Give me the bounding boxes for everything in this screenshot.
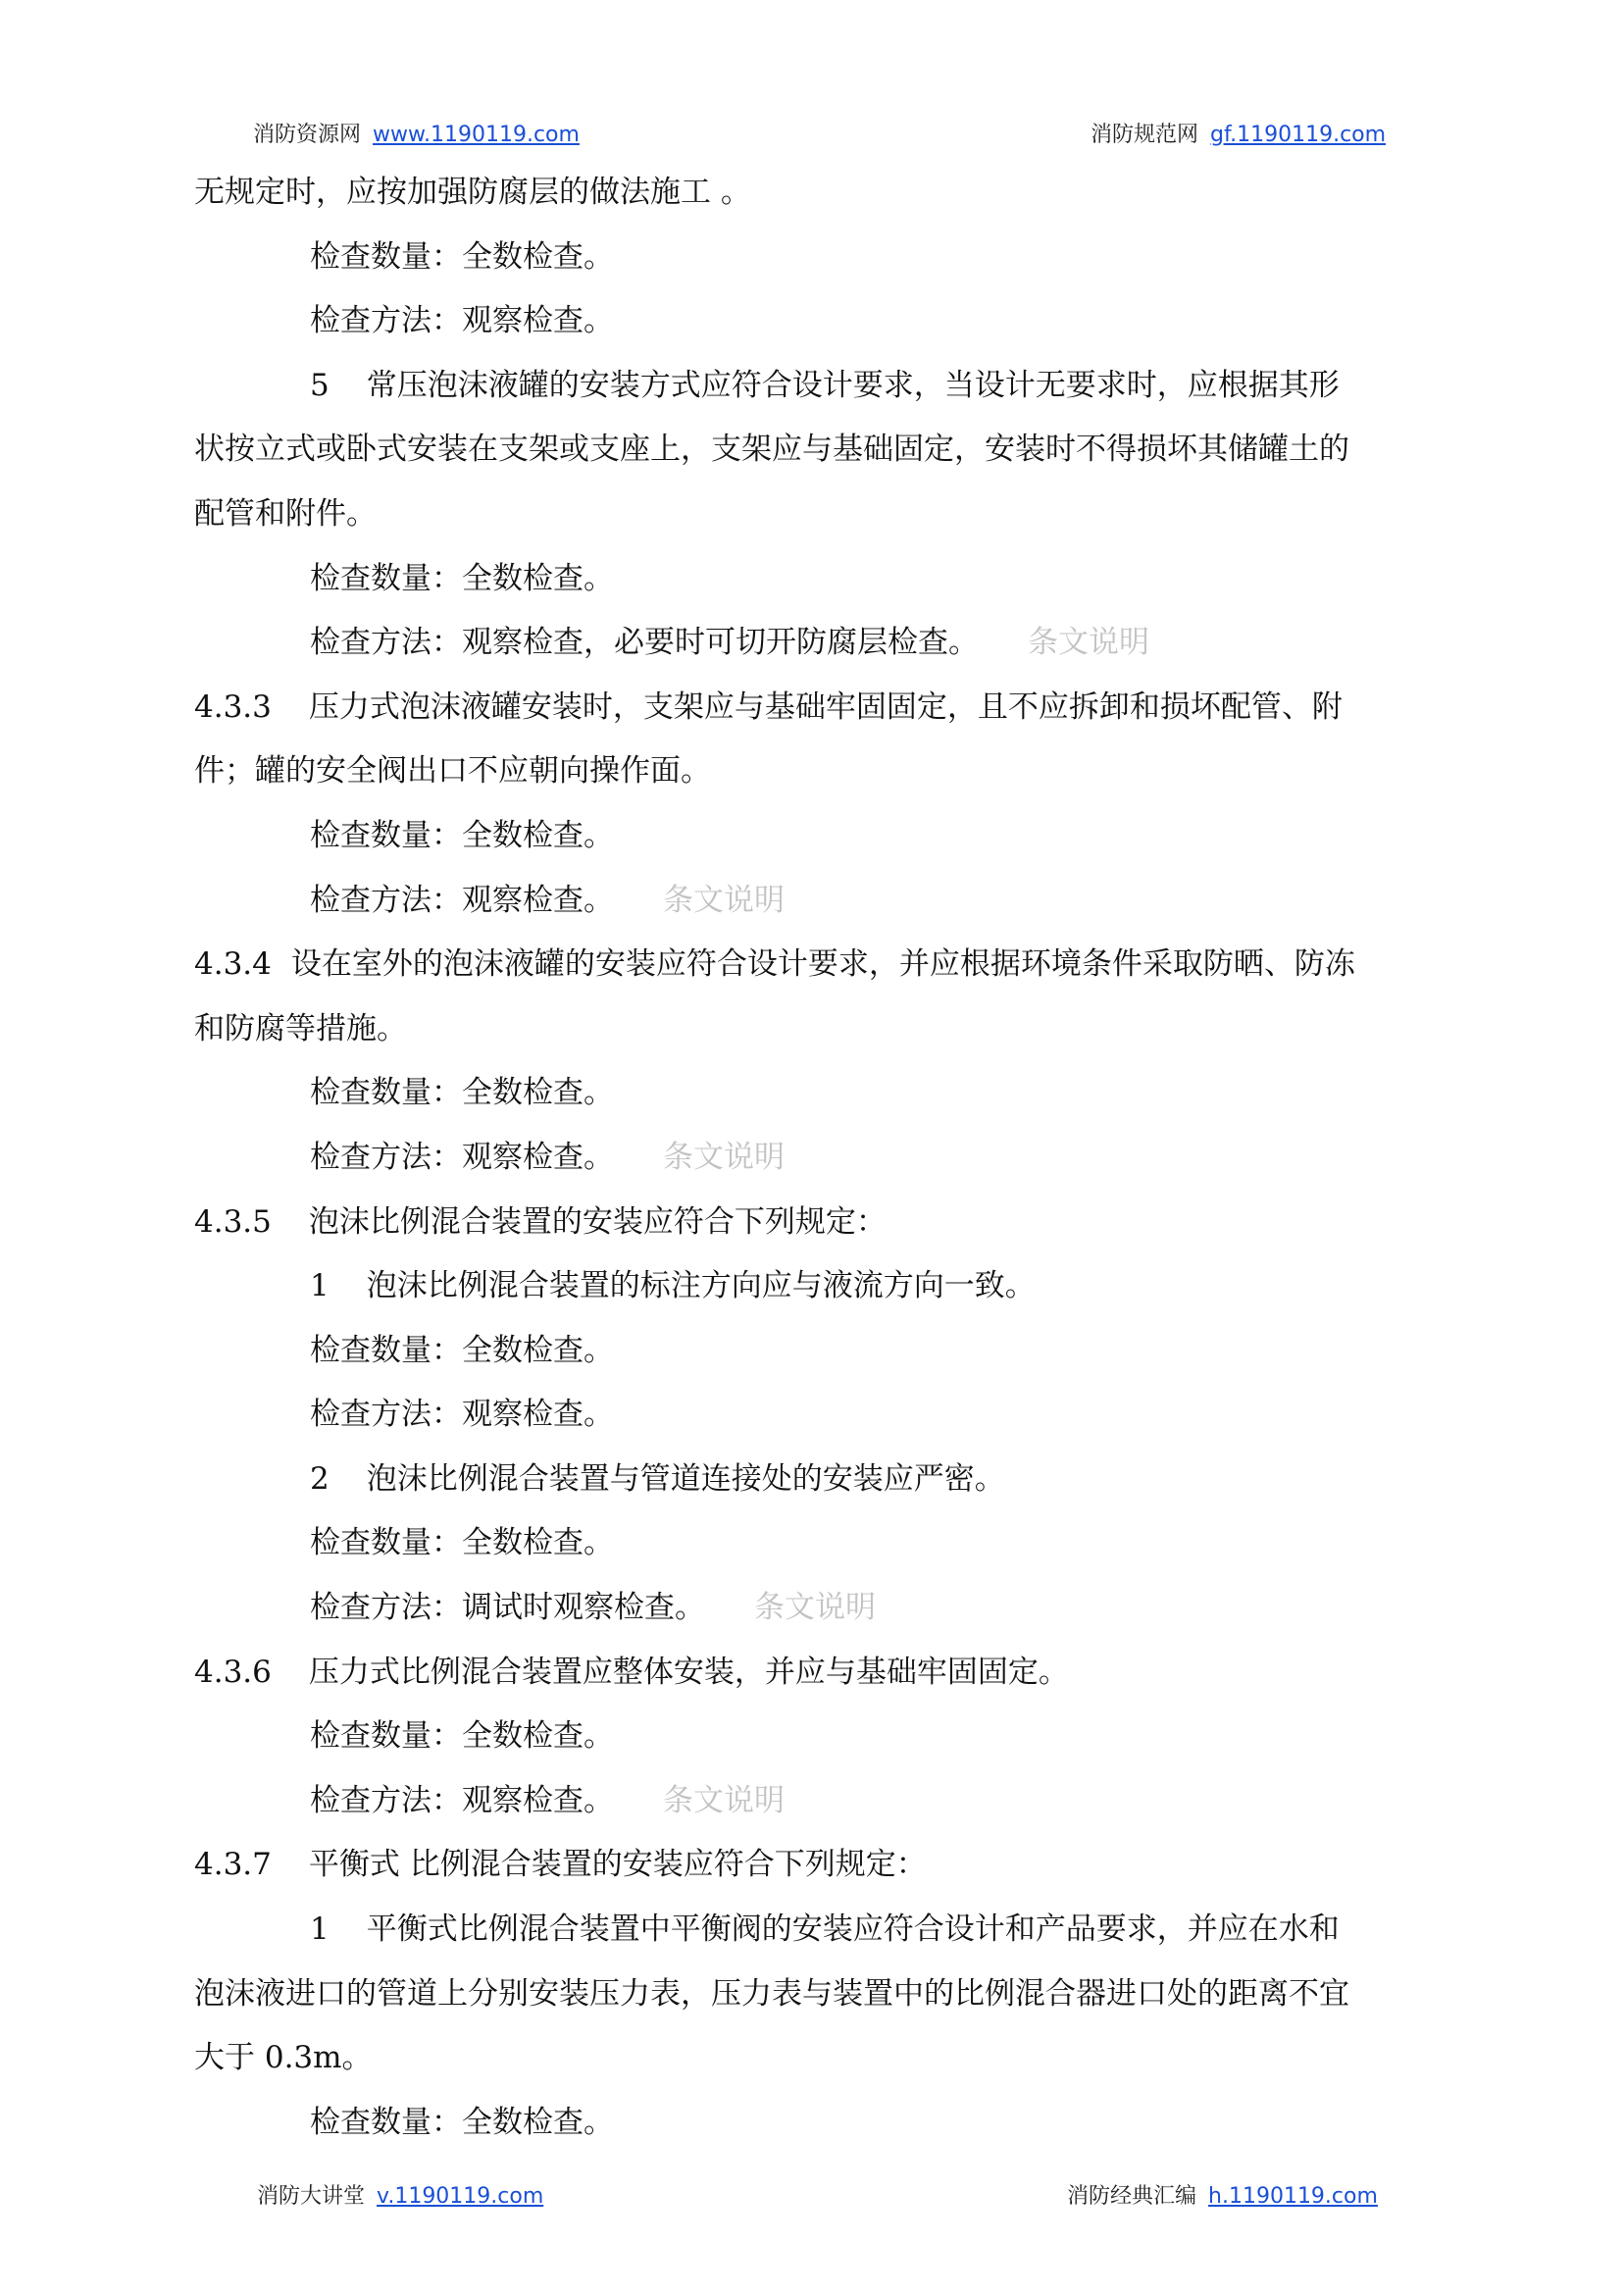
- header-left-label: 消防资源网: [253, 123, 362, 147]
- text-line: 大于 0.3m。: [194, 2040, 373, 2076]
- text-line: 泡沫液进口的管道上分别安装压力表，压力表与装置中的比例混合器进口处的距离不宜: [194, 1975, 1349, 2012]
- clause-explanation-link[interactable]: 条文说明: [1028, 625, 1149, 661]
- clause-explanation-link[interactable]: 条文说明: [754, 1590, 876, 1626]
- text-line: 和防腐等措施。: [194, 1010, 407, 1046]
- clause-4-3-6: 4.3.6 压力式比例混合装置应整体安装，并应与基础牢固固定。: [194, 1654, 1069, 1690]
- check-quantity: 检查数量：全数检查。: [310, 2104, 614, 2140]
- list-item: 5 常压泡沫液罐的安装方式应符合设计要求，当设计无要求时，应根据其形: [310, 367, 1340, 403]
- check-quantity: 检查数量：全数检查。: [310, 1332, 614, 1368]
- text-line: 状按立式或卧式安装在支架或支座上，支架应与基础固定，安装时不得损坏其储罐土的: [194, 432, 1349, 468]
- clause-4-3-3: 4.3.3 压力式泡沫液罐安装时，支架应与基础牢固固定，且不应拆卸和损坏配管、附: [194, 688, 1343, 725]
- check-quantity: 检查数量：全数检查。: [310, 1718, 614, 1755]
- clause-explanation-link[interactable]: 条文说明: [663, 1782, 785, 1818]
- check-method: 检查方法：调试时观察检查。 条文说明: [310, 1590, 876, 1626]
- clause-4-3-5: 4.3.5 泡沫比例混合装置的安装应符合下列规定：: [194, 1203, 887, 1240]
- check-quantity: 检查数量：全数检查。: [310, 1075, 614, 1111]
- header-right: [1091, 118, 1386, 148]
- document-body: [194, 161, 1438, 2155]
- check-method: 检查方法：观察检查，必要时可切开防腐层检查。 条文说明: [310, 625, 1149, 661]
- header-right-label: 消防规范网: [1091, 123, 1199, 147]
- list-item: 1 平衡式比例混合装置中平衡阀的安装应符合设计和产品要求，并应在水和: [310, 1912, 1340, 1948]
- footer-left: [257, 2179, 543, 2210]
- check-quantity: 检查数量：全数检查。: [310, 238, 614, 275]
- text-line: 无规定时，应按加强防腐层的做法施工 。: [194, 175, 751, 210]
- page-footer: [0, 2179, 1624, 2218]
- check-method: 检查方法：观察检查。: [310, 303, 614, 339]
- page-header: [0, 118, 1624, 157]
- list-item: 1 泡沫比例混合装置的标注方向应与液流方向一致。: [310, 1268, 1036, 1304]
- text-line: 件；罐的安全阀出口不应朝向操作面。: [194, 753, 711, 790]
- check-quantity: 检查数量：全数检查。: [310, 560, 614, 596]
- check-quantity: 检查数量：全数检查。: [310, 817, 614, 853]
- text-line: 配管和附件。: [194, 495, 377, 532]
- check-method: 检查方法：观察检查。 条文说明: [310, 882, 785, 918]
- footer-right-label: 消防经典汇编: [1067, 2184, 1197, 2209]
- clause-explanation-link[interactable]: 条文说明: [663, 1139, 785, 1175]
- list-item: 2 泡沫比例混合装置与管道连接处的安装应严密。: [310, 1460, 1005, 1497]
- footer-left-label: 消防大讲堂: [257, 2184, 366, 2209]
- clause-4-3-4: 4.3.4 设在室外的泡沫液罐的安装应符合设计要求，并应根据环境条件采取防晒、防冻: [194, 946, 1355, 983]
- header-left-link[interactable]: www.1190119.com: [373, 123, 580, 147]
- check-quantity: 检查数量：全数检查。: [310, 1525, 614, 1561]
- footer-right: [1067, 2179, 1378, 2210]
- check-method: 检查方法：观察检查。 条文说明: [310, 1782, 785, 1818]
- check-method: 检查方法：观察检查。 条文说明: [310, 1139, 785, 1175]
- footer-right-link[interactable]: h.1190119.com: [1208, 2184, 1378, 2209]
- header-left: [253, 118, 580, 148]
- footer-left-link[interactable]: v.1190119.com: [377, 2184, 544, 2209]
- clause-4-3-7: 4.3.7 平衡式 比例混合装置的安装应符合下列规定：: [194, 1847, 927, 1883]
- clause-explanation-link[interactable]: 条文说明: [663, 882, 785, 918]
- check-method: 检查方法：观察检查。: [310, 1397, 614, 1433]
- header-right-link[interactable]: gf.1190119.com: [1210, 123, 1387, 147]
